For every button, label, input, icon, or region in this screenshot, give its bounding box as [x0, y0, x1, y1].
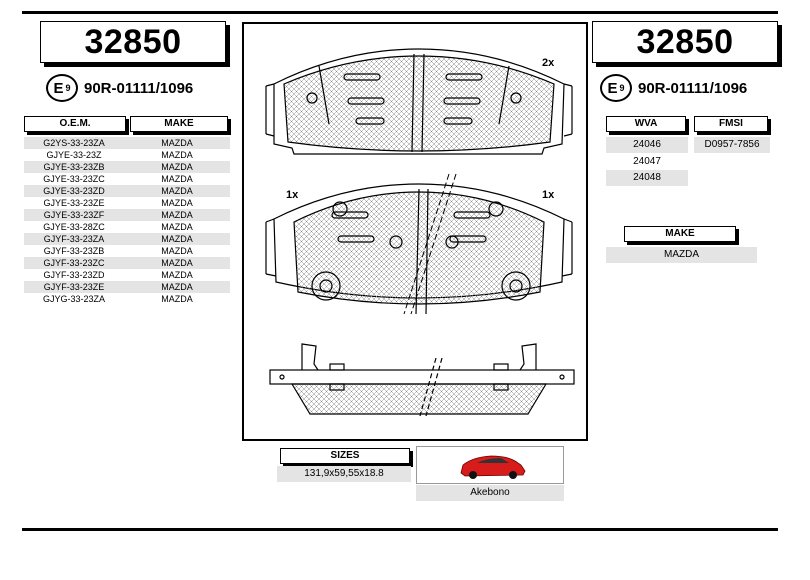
- approval-mark-right: [600, 73, 747, 103]
- e-mark-icon: E 9: [46, 74, 78, 102]
- make-cell: MAZDA: [161, 210, 193, 220]
- make-cell: MAZDA: [161, 174, 193, 184]
- table-row: [24, 185, 230, 197]
- oem-number: GJYF-33-23ZB: [43, 246, 105, 256]
- make-cell: MAZDA: [161, 258, 193, 268]
- oem-number: GJYF-33-23ZC: [43, 258, 105, 268]
- approval-number-right: 90R-01111/1096: [638, 79, 748, 97]
- part-number-box-left: [40, 21, 226, 63]
- make-cell: MAZDA: [161, 282, 193, 292]
- brake-pad-rear-view: [266, 184, 572, 314]
- table-row: [24, 245, 230, 257]
- make-cell: MAZDA: [161, 246, 193, 256]
- oem-table: [24, 137, 230, 305]
- table-row: [24, 269, 230, 281]
- oem-number: GJYE-33-23ZD: [43, 186, 105, 196]
- make-cell: MAZDA: [161, 138, 193, 148]
- table-row: [24, 197, 230, 209]
- bottom-rule: [22, 528, 778, 531]
- table-row: [24, 221, 230, 233]
- make-box-value: MAZDA: [606, 247, 757, 263]
- table-row: [24, 137, 230, 149]
- e-mark-icon: E 9: [600, 74, 632, 102]
- table-row: [24, 209, 230, 221]
- table-row: [24, 149, 230, 161]
- quantity-label-2x: 2x: [542, 57, 555, 69]
- fmsi-value: D0957-7856: [694, 137, 770, 153]
- make-cell: MAZDA: [161, 234, 193, 244]
- make-cell: MAZDA: [161, 162, 193, 172]
- table-row: [24, 293, 230, 305]
- brake-pad-front-view: [266, 49, 572, 154]
- wva-value: 24047: [606, 154, 688, 170]
- quantity-label-1x-right: 1x: [542, 189, 555, 201]
- approval-mark-left: [46, 73, 193, 103]
- part-number-box-right: [592, 21, 778, 63]
- oem-number: GJYF-33-23ZD: [43, 270, 105, 280]
- sizes-value: 131,9x59,55x18.8: [277, 466, 411, 482]
- make-cell: MAZDA: [161, 222, 193, 232]
- fmsi-header: FMSI: [694, 116, 768, 132]
- make-cell: MAZDA: [161, 186, 193, 196]
- make-header: MAKE: [130, 116, 228, 132]
- table-row: [24, 233, 230, 245]
- oem-header: O.E.M.: [24, 116, 126, 132]
- brand-image-box: [416, 446, 564, 484]
- table-row: [24, 173, 230, 185]
- brake-pad-drawing: [242, 22, 588, 441]
- brand-name: Akebono: [416, 485, 564, 501]
- oem-number: GJYG-33-23ZA: [42, 294, 106, 304]
- make-cell: MAZDA: [161, 198, 193, 208]
- oem-number: GJYE-33-23ZF: [43, 210, 105, 220]
- make-cell: MAZDA: [161, 270, 193, 280]
- oem-number: GJYF-33-23ZE: [43, 282, 105, 292]
- top-rule: [22, 11, 778, 14]
- brake-pad-side-view: [270, 344, 574, 416]
- table-row: [24, 257, 230, 269]
- sports-car-icon: [417, 447, 563, 483]
- wva-header: WVA: [606, 116, 686, 132]
- table-row: [24, 281, 230, 293]
- oem-number: G2YS-33-23ZA: [43, 138, 105, 148]
- brake-pad-diagram: [244, 24, 586, 439]
- oem-number: GJYE-33-23ZB: [43, 162, 105, 172]
- make-box-header: MAKE: [624, 226, 736, 242]
- oem-number: GJYE-33-23ZE: [43, 198, 105, 208]
- oem-number: GJYF-33-23ZA: [43, 234, 105, 244]
- part-number-right: 32850: [636, 23, 734, 61]
- wva-value: 24048: [606, 170, 688, 186]
- oem-number: GJYE-33-23Z: [46, 150, 102, 160]
- make-cell: MAZDA: [161, 294, 193, 304]
- approval-number-left: 90R-01111/1096: [84, 79, 194, 97]
- oem-number: GJYE-33-23ZC: [43, 174, 105, 184]
- quantity-label-1x-left: 1x: [286, 189, 299, 201]
- part-number-left: 32850: [84, 23, 182, 61]
- table-row: [24, 161, 230, 173]
- wva-value: 24046: [606, 137, 688, 153]
- oem-number: GJYE-33-28ZC: [43, 222, 105, 232]
- make-cell: MAZDA: [161, 150, 193, 160]
- sizes-header: SIZES: [280, 448, 410, 464]
